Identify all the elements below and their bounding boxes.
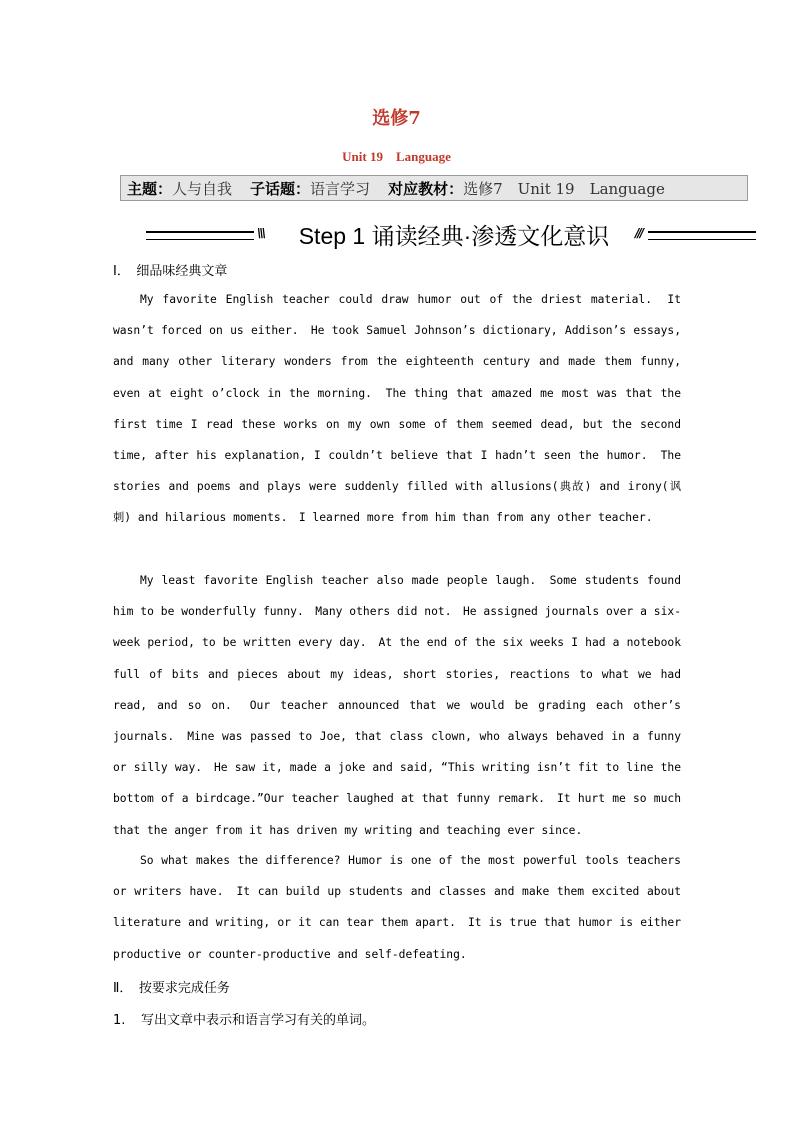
subtopic-value: 语言学习	[310, 179, 371, 198]
subtopic-label: 子话题：	[250, 179, 311, 198]
right-rule-divider	[648, 231, 756, 240]
section-heading-tasks: Ⅱ． 按要求完成任务	[113, 981, 230, 996]
task-number: 1.	[113, 1013, 126, 1028]
task-text: 写出文章中表示和语言学习有关的单词。	[141, 1013, 376, 1028]
right-slash-ornament: ///	[635, 226, 643, 240]
passage-paragraph-3: So what makes the difference? Humor is one of the most powerful tools teachers or writers have. It can build up students and classes and make them excited about literature and writing, or it can tear them apart. It is true that humor is either productive or counter-productive and self-defeating.	[113, 854, 681, 961]
left-slash-ornament: \\\	[257, 226, 265, 240]
step-title: Step 1 诵读经典·渗透文化意识	[298, 223, 610, 249]
textbook-label: 对应教材：	[388, 179, 464, 198]
theme-value: 人与自我	[172, 179, 233, 198]
unit-heading: Unit 19 Language	[342, 149, 451, 164]
theme-bar	[120, 175, 748, 201]
theme-label: 主题：	[127, 179, 173, 198]
passage-paragraph-1: My favorite English teacher could draw humor out of the driest material. It wasn’t forced on us either. He took Samuel Johnson’s dictionary, Addison’s essays, and many other literary wonders from the eighteenth century and made them funny, even at eight o’clock in the morning. The thing that amazed me most was that the first time I read these works on my own some of them seemed dead, but the second time, after his explanation, I couldn’t believe that I hadn’t seen the humor. The stories and poems and plays were suddenly filled with allusions(典故) and irony(讽刺) and hilarious moments. I learned more from him than from any other teacher.	[113, 293, 681, 525]
section-heading-reading: Ⅰ． 细品味经典文章	[113, 264, 228, 279]
left-rule-divider	[146, 231, 254, 240]
document-title: 选修7	[372, 108, 421, 129]
task-item-1	[113, 1009, 375, 1028]
textbook-value: 选修7 Unit 19 Language	[463, 179, 665, 198]
passage-paragraph-2: My least favorite English teacher also made people laugh. Some students found him to be wonderfully funny. Many others did not. He assigned journals over a six-week period, to be written every day. At the end of the six weeks I had a notebook full of bits and pieces about my ideas, short stories, reactions to what we had read, and so on. Our teacher announced that we would be grading each other’s journals. Mine was passed to Joe, that class clown, who always behaved in a funny or silly way. He saw it, made a joke and said, “This writing isn’t fit to line the bottom of a birdcage.”Our teacher laughed at that funny remark. It hurt me so much that the anger from it has driven my writing and teaching ever since.	[113, 574, 681, 837]
step-banner	[146, 218, 756, 250]
